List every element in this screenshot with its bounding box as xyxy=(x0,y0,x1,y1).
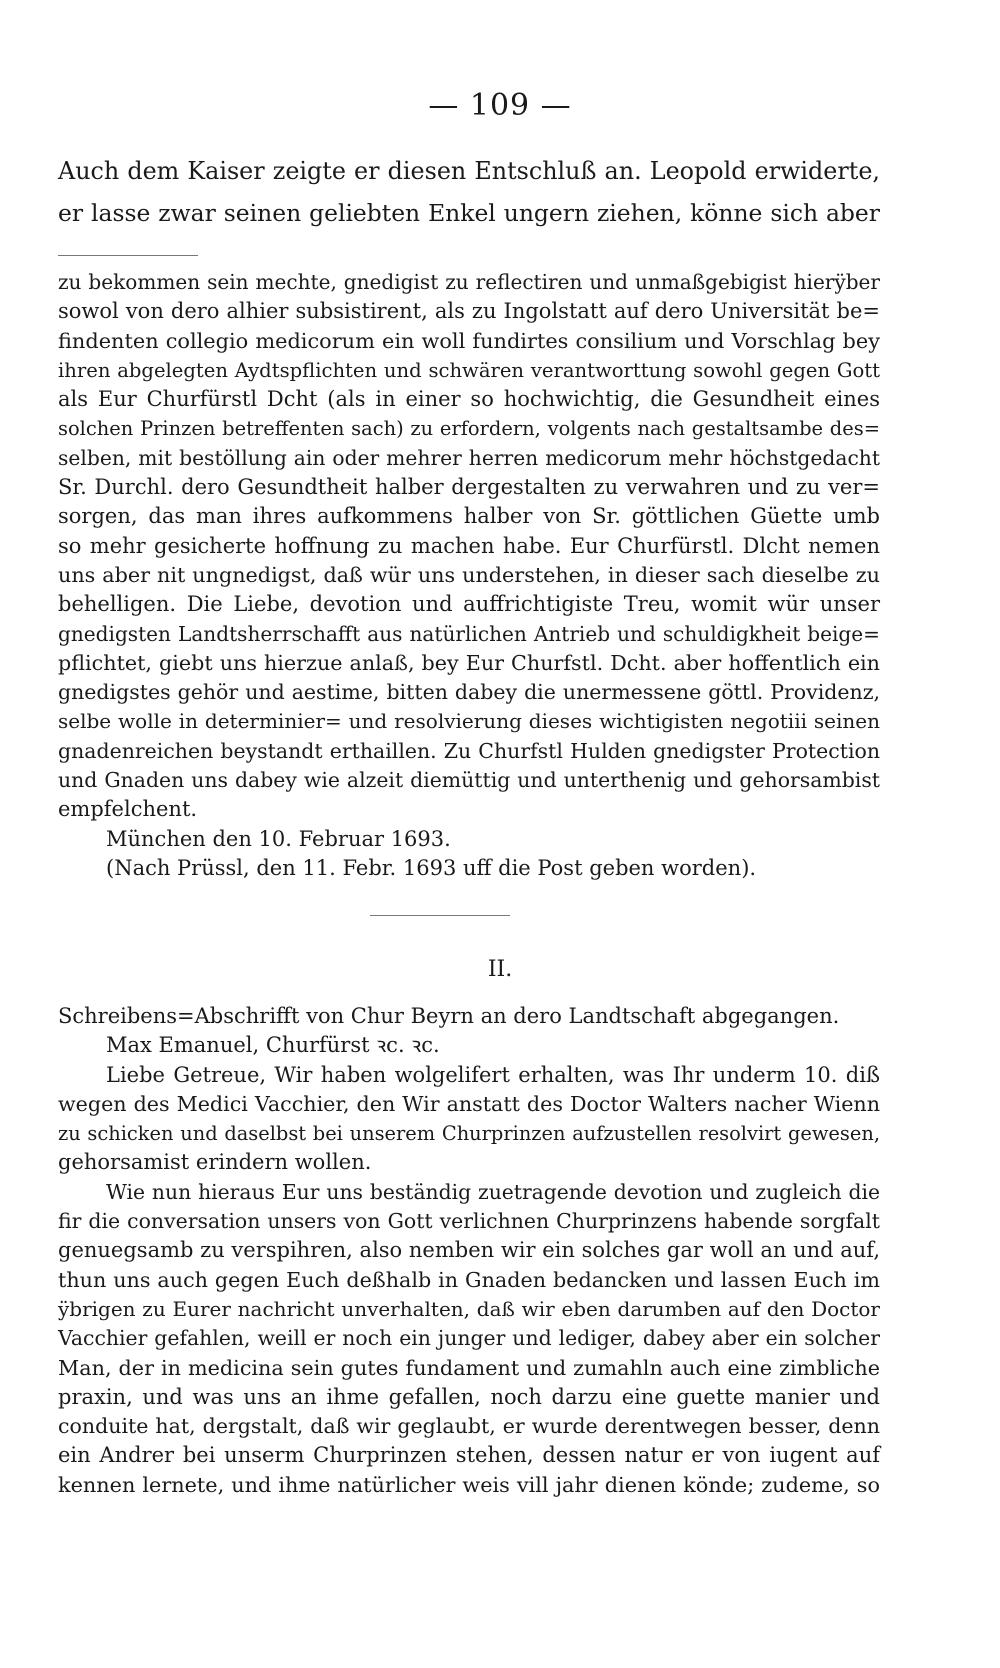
intro-line: er lasse zwar seinen geliebten Enkel ungern ziehen, könne sich aber xyxy=(58,199,880,227)
text-line: sorgen, das man ihres aufkommens halber von Sr. göttlichen Güette umb xyxy=(58,504,880,529)
text-line: gnadenreichen beystandt erthaillen. Zu Churfstl Hulden gnedigster Protection xyxy=(58,738,880,763)
text-line: findenten collegio medicorum ein woll fundirtes consilium und Vorschlag bey xyxy=(58,328,880,353)
text-line: Liebe Getreue, Wir haben wolgelifert erhalten, was Ihr underm 10. diß xyxy=(106,1062,880,1087)
footnote-separator xyxy=(58,255,198,256)
section-heading: Schreibens=Abschrifft von Chur Beyrn an dero Landtschaft abgegangen. xyxy=(58,1004,840,1028)
text-line: Wie nun hieraus Eur uns beständig zuetragende devotion und zugleich die xyxy=(106,1179,880,1204)
text-line: ÿbrigen zu Eurer nachricht unverhalten, daß wir eben darumben auf den Doctor xyxy=(58,1296,880,1321)
section-number: II. xyxy=(487,957,513,982)
text-line: uns aber nit ungnedigst, daß wür uns understehen, in dieser sach dieselbe zu xyxy=(58,562,880,587)
text-line: kennen lernete, und ihme natürlicher weis vill jahr dienen könde; zudeme, so xyxy=(58,1472,880,1497)
intro-paragraph xyxy=(58,150,880,234)
text-line: und Gnaden uns dabey wie alzeit diemüttig und unterthenig und gehorsambist xyxy=(58,768,880,793)
intro-line: Auch dem Kaiser zeigte er diesen Entschluß an. Leopold erwiderte, xyxy=(58,157,880,185)
text-line: selben, mit bestöllung ain oder mehrer herren medicorum mehr höchstgedacht xyxy=(58,445,880,470)
text-line: sowol von dero alhier subsistirent, als zu Ingolstatt auf dero Universität be= xyxy=(58,299,880,324)
text-line: Man, der in medicina sein gutes fundament und zumahln auch eine zimbliche xyxy=(58,1355,880,1380)
salutation: Max Emanuel, Churfürst ꝛc. ꝛc. xyxy=(106,1033,440,1058)
text-line: gehorsamist erindern wollen. xyxy=(58,1150,372,1175)
text-line: praxin, und was uns an ihme gefallen, noch darzu eine guette manier und xyxy=(58,1384,880,1409)
text-line: so mehr gesicherte hoffnung zu machen habe. Eur Churfürstl. Dlcht nemen xyxy=(58,533,880,558)
text-line: gnedigsten Landtsherrschafft aus natürlichen Antrieb und schuldigkheit beige= xyxy=(58,621,880,646)
text-line: pflichtet, giebt uns hierzue anlaß, bey Eur Churfstl. Dcht. aber hoffentlich ein xyxy=(58,650,880,675)
text-line: gnedigstes gehör und aestime, bitten dabey die unermessene göttl. Providenz, xyxy=(58,680,880,705)
text-line: behelligen. Die Liebe, devotion und auffrichtigiste Treu, womit wür unser xyxy=(58,592,880,617)
text-line: thun uns auch gegen Euch deßhalb in Gnaden bedancken und lassen Euch im xyxy=(58,1267,880,1292)
text-line: zu bekommen sein mechte, gnedigist zu reflectiren und unmaßgebigist hierÿber xyxy=(58,270,880,294)
text-line: genuegsamb zu verspihren, also nemben wir ein solches gar woll an und auf, xyxy=(58,1238,880,1263)
text-line: Vacchier gefahlen, weill er noch ein junger und lediger, dabey aber ein solcher xyxy=(58,1326,880,1351)
page-number: — 109 — xyxy=(428,88,572,123)
text-line: solchen Prinzen betreffenten sach) zu erfordern, volgents nach gestaltsambe des= xyxy=(58,417,880,441)
text-line: als Eur Churfürstl Dcht (als in einer so hochwichtig, die Gesundheit eines xyxy=(58,387,880,412)
section-divider xyxy=(370,915,510,916)
text-line: ein Andrer bei unserm Churprinzen stehen, dessen natur er von iugent auf xyxy=(58,1443,880,1468)
text-line: empfelchent. xyxy=(58,797,198,822)
text-line: fir die conversation unsers von Gott verlichnen Churprinzens habende sorgfalt xyxy=(58,1209,880,1234)
text-line: zu schicken und daselbst bei unserem Churprinzen aufzustellen resolvirt gewesen, xyxy=(58,1122,880,1146)
section-2-text xyxy=(58,1002,880,1500)
text-line: wegen des Medici Vacchier, den Wir anstatt des Doctor Walters nacher Wienn xyxy=(58,1091,880,1116)
text-line: Sr. Durchl. dero Gesundtheit halber dergestalten zu verwahren und zu ver= xyxy=(58,475,880,500)
text-line: conduite hat, dergstalt, daß wir geglaubt, er wurde derentwegen besser, denn xyxy=(58,1414,880,1439)
closing-date: München den 10. Februar 1693. xyxy=(106,826,451,851)
text-line: selbe wolle in determinier= und resolvierung dieses wichtigisten negotiii seinen xyxy=(58,709,880,734)
text-line: ihren abgelegten Aydtspflichten und schwären verantworttung sowohl gegen Gott xyxy=(58,358,880,382)
footnote-text xyxy=(58,268,880,883)
closing-note: (Nach Prüssl, den 11. Febr. 1693 uff die Post geben worden). xyxy=(106,855,757,880)
